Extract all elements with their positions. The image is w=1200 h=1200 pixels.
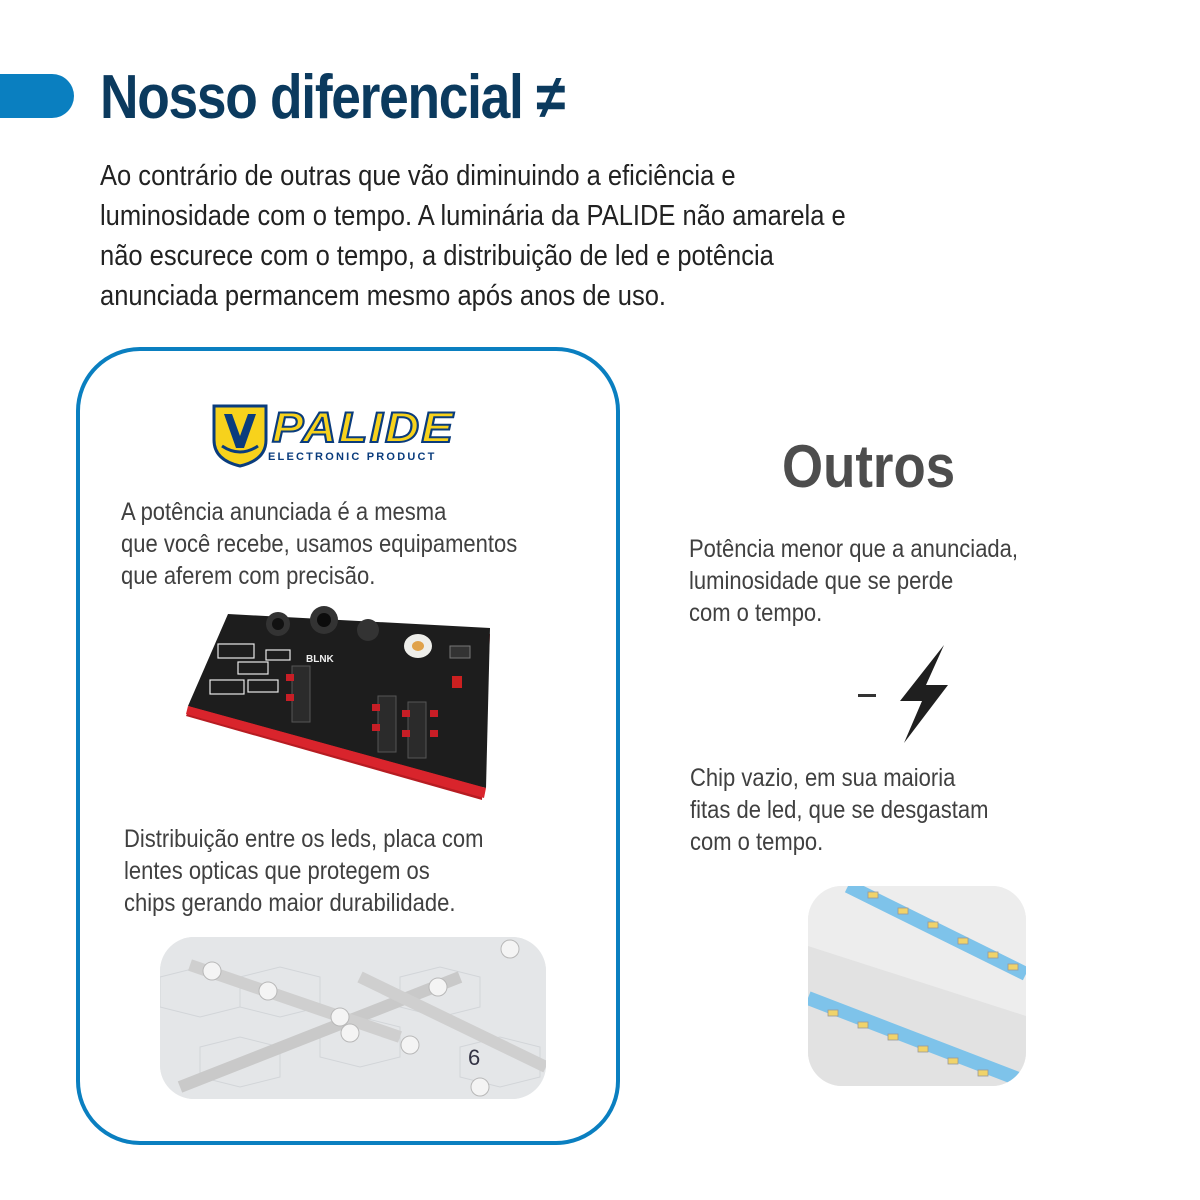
intro-line: não escurece com o tempo, a distribuição de led e potência <box>100 240 774 272</box>
text-line: que aferem com precisão. <box>121 562 376 590</box>
text-line: que você recebe, usamos equipamentos <box>121 530 518 558</box>
led-lens-board-photo <box>160 937 546 1099</box>
led-strip-photo <box>808 886 1026 1086</box>
palide-logo-text: PALIDE <box>272 404 456 452</box>
accent-tab <box>0 74 74 118</box>
text-line: fitas de led, que se desgastam <box>690 796 989 824</box>
others-chip-text <box>690 762 1029 858</box>
text-line: lentes opticas que protegem os <box>124 857 430 885</box>
led-tester-device-image <box>182 606 494 802</box>
text-line: chips gerando maior durabilidade. <box>124 889 456 917</box>
intro-line: anunciada permancem mesmo após anos de uso. <box>100 280 667 312</box>
palide-logo-subtitle: ELECTRONIC PRODUCT <box>268 451 437 463</box>
text-line: Potência menor que a anunciada, <box>689 535 1019 563</box>
text-line: Chip vazio, em sua maioria <box>690 764 956 792</box>
page-title: Nosso diferencial ≠ <box>100 63 565 132</box>
palide-power-text <box>121 496 571 592</box>
palide-distribution-text <box>124 823 533 919</box>
others-title: Outros <box>782 433 956 500</box>
device-brand-label: BLNK <box>306 654 334 665</box>
lightning-bolt-icon <box>896 645 948 743</box>
others-power-text <box>689 533 1063 629</box>
text-line: com o tempo. <box>689 599 823 627</box>
text-line: luminosidade que se perde <box>689 567 954 595</box>
text-line: Distribuição entre os leds, placa com <box>124 825 484 853</box>
intro-paragraph <box>100 156 1100 316</box>
svg-text:6: 6 <box>468 1045 481 1070</box>
intro-line: Ao contrário de outras que vão diminuindo a eficiência e <box>100 160 736 192</box>
minus-icon <box>858 694 876 697</box>
text-line: com o tempo. <box>690 828 824 856</box>
text-line: A potência anunciada é a mesma <box>121 498 447 526</box>
intro-line: luminosidade com o tempo. A luminária da PALIDE não amarela e <box>100 200 846 232</box>
